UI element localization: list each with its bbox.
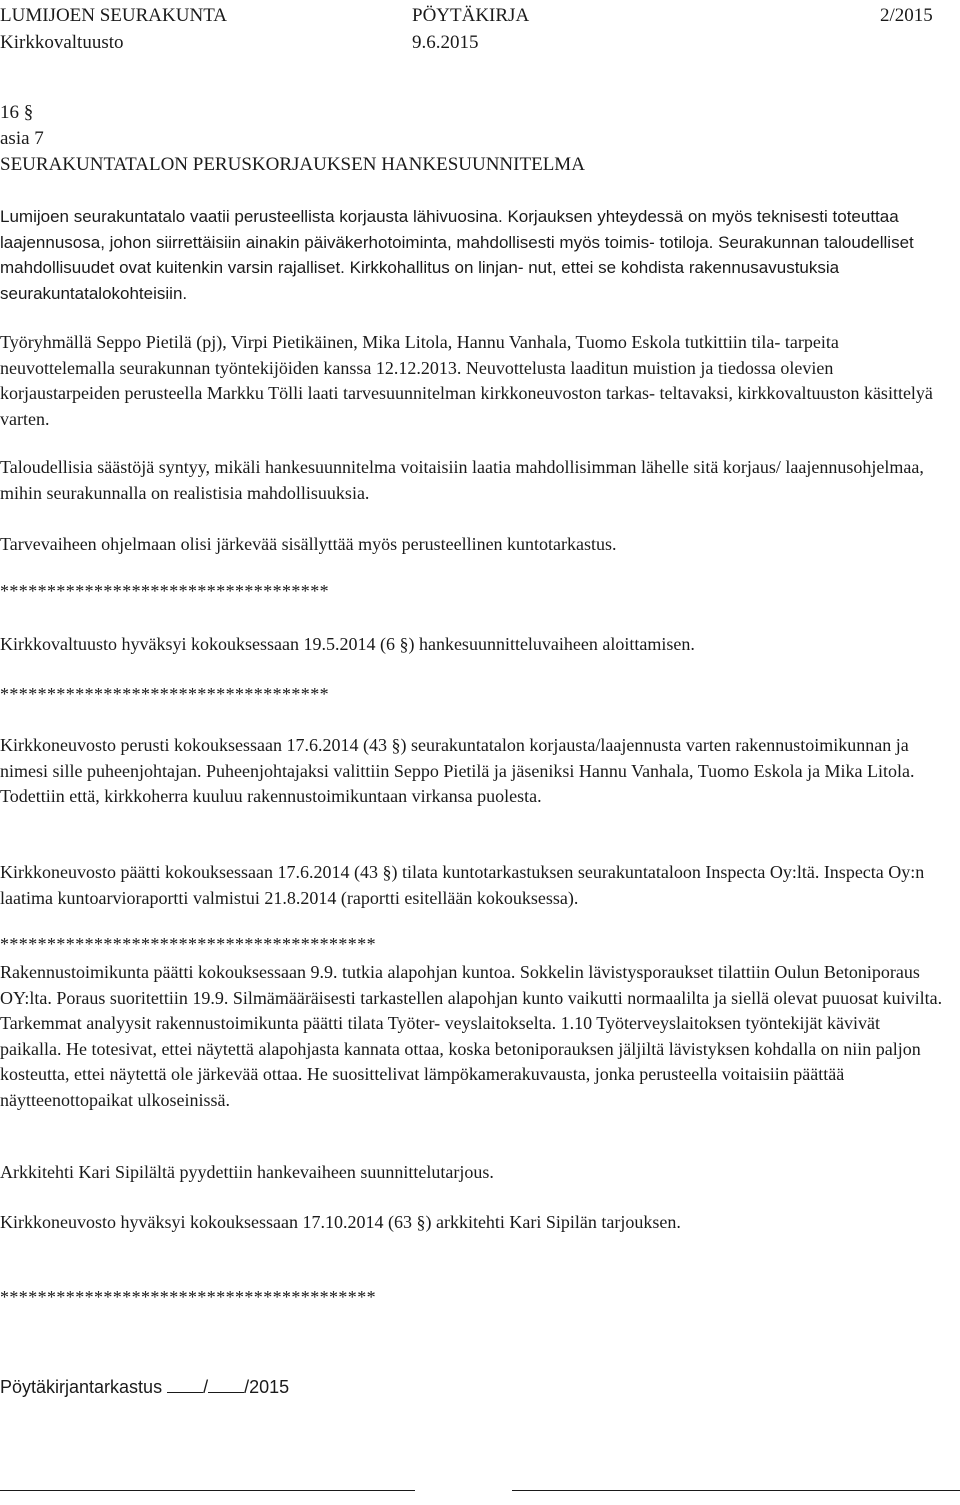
paragraph-9: Arkkitehti Kari Sipilältä pyydettiin hankevaiheen suunnittelutarjous. — [0, 1162, 494, 1182]
doc-type: PÖYTÄKIRJA — [412, 5, 530, 26]
minutes-check — [0, 1375, 289, 1399]
paragraph-3: Taloudellisia säästöjä syntyy, mikäli hankesuunnitelma voitaisiin laatia mahdollisimman lähelle sitä korjaus/ laajennusohjelmaa, mihin seurakunnalla on realistisia mahdollisuuksia. — [0, 457, 924, 503]
org-name: LUMIJOEN SEURAKUNTA — [0, 5, 227, 26]
check-year: /2015 — [244, 1377, 290, 1397]
meeting-date: 9.6.2015 — [412, 32, 479, 53]
separator-stars: *********************************** — [0, 581, 329, 601]
page-title: SEURAKUNTATALON PERUSKORJAUKSEN HANKESUUNNITELMA — [0, 154, 585, 175]
check-slash: / — [203, 1377, 209, 1397]
minutes-check-label: Pöytäkirjantarkastus — [0, 1377, 163, 1397]
paragraph-2: Työryhmällä Seppo Pietilä (pj), Virpi Pietikäinen, Mika Litola, Hannu Vanhala, Tuomo Eskola tutkittiin tila- tarpeita neuvottelemalla seurakunnan työntekijöiden kanssa 12.12.2013. Neuvottelusta laaditun muistion ja tiedossa olevien korjaustarpeiden perusteella Markku Tölli laati tarvesuunnitelman kirkkoneuvoston tarkas- teltavaksi, kirkkovaltuuston käsittelyä varten. — [0, 332, 933, 429]
meeting-body: Kirkkovaltuusto — [0, 32, 124, 53]
paragraph-8: Rakennustoimikunta päätti kokouksessaan 9.9. tutkia alapohjan kuntoa. Sokkelin lävistysporaukset tilattiin Oulun Betoniporaus OY:lta. Poraus suoritettiin 19.9. Silmämääräisesti tarkastellen alapohjan kunto vaikutti normaalilta ja siellä olevat puuosat kuivilta. Tarkemmat analyysit rakennustoimikunta päätti tilata Työter- veyslaitokselta. 1.10 Työterveyslaitoksen työntekijät kävivät paikalla. He totesivat, ettei näytettä alapohjasta kannata ottaa, koska betoniporauksen jäljiltä lävistyksen kohdalla on niin paljon kosteutta, ettei näytettä ole järkevää ottaa. He suosittelivat lämpökamerakuvausta, jonka perusteella voitaisiin päättää näytteenottopaikat ulkoseinissä. — [0, 962, 943, 1110]
separator-stars: **************************************** — [0, 1287, 376, 1307]
paragraph-5: Kirkkovaltuusto hyväksyi kokouksessaan 19.5.2014 (6 §) hankesuunnitteluvaiheen aloittamisen. — [0, 634, 695, 654]
initials-blank — [167, 1376, 203, 1393]
paragraph-7: Kirkkoneuvosto päätti kokouksessaan 17.6.2014 (43 §) tilata kuntotarkastuksen seurakuntataloon Inspecta Oy:ltä. Inspecta Oy:n laatima kuntoarvioraportti valmistui 21.8.2014 (raportti esitellään kokouksessa). — [0, 862, 925, 908]
paragraph-10: Kirkkoneuvosto hyväksyi kokouksessaan 17.10.2014 (63 §) arkkitehti Kari Sipilän tarjouksen. — [0, 1212, 681, 1232]
doc-number: 2/2015 — [880, 5, 933, 26]
paragraph-4: Tarvevaiheen ohjelmaan olisi järkevää sisällyttää myös perusteellinen kuntotarkastus. — [0, 534, 617, 554]
section-number: 16 § — [0, 102, 34, 123]
signature-line — [0, 1490, 415, 1491]
paragraph-6: Kirkkoneuvosto perusti kokouksessaan 17.6.2014 (43 §) seurakuntatalon korjausta/laajennusta varten rakennustoimikunnan ja nimesi sille puheenjohtajan. Puheenjohtajaksi valittiin Seppo Pietilä ja jäseniksi Hannu Vanhala, Tuomo Eskola ja Mika Litola. Todettiin että, kirkkoherra kuuluu rakennustoimikuntaan virkansa puolesta. — [0, 735, 915, 806]
separator-stars: **************************************** — [0, 934, 376, 954]
agenda-item: asia 7 — [0, 128, 44, 149]
initials-blank — [208, 1376, 244, 1393]
separator-stars: *********************************** — [0, 684, 329, 704]
paragraph-1: Lumijoen seurakuntatalo vaatii perusteellista korjausta lähivuosina. Korjauksen yhteydessä on myös teknisesti toteuttaa laajennusosa, johon siirrettäisiin ainakin päiväkerhotoiminta, mahdollisesti myös toimis- totiloja. Seurakunnan taloudelliset mahdollisuudet ovat kuitenkin varsin rajalliset. Kirkkohallitus on linjan- nut, ettei se kohdista rakennusavustuksia seurakuntatalokohteisiin. — [0, 207, 914, 303]
signature-line — [512, 1490, 960, 1491]
